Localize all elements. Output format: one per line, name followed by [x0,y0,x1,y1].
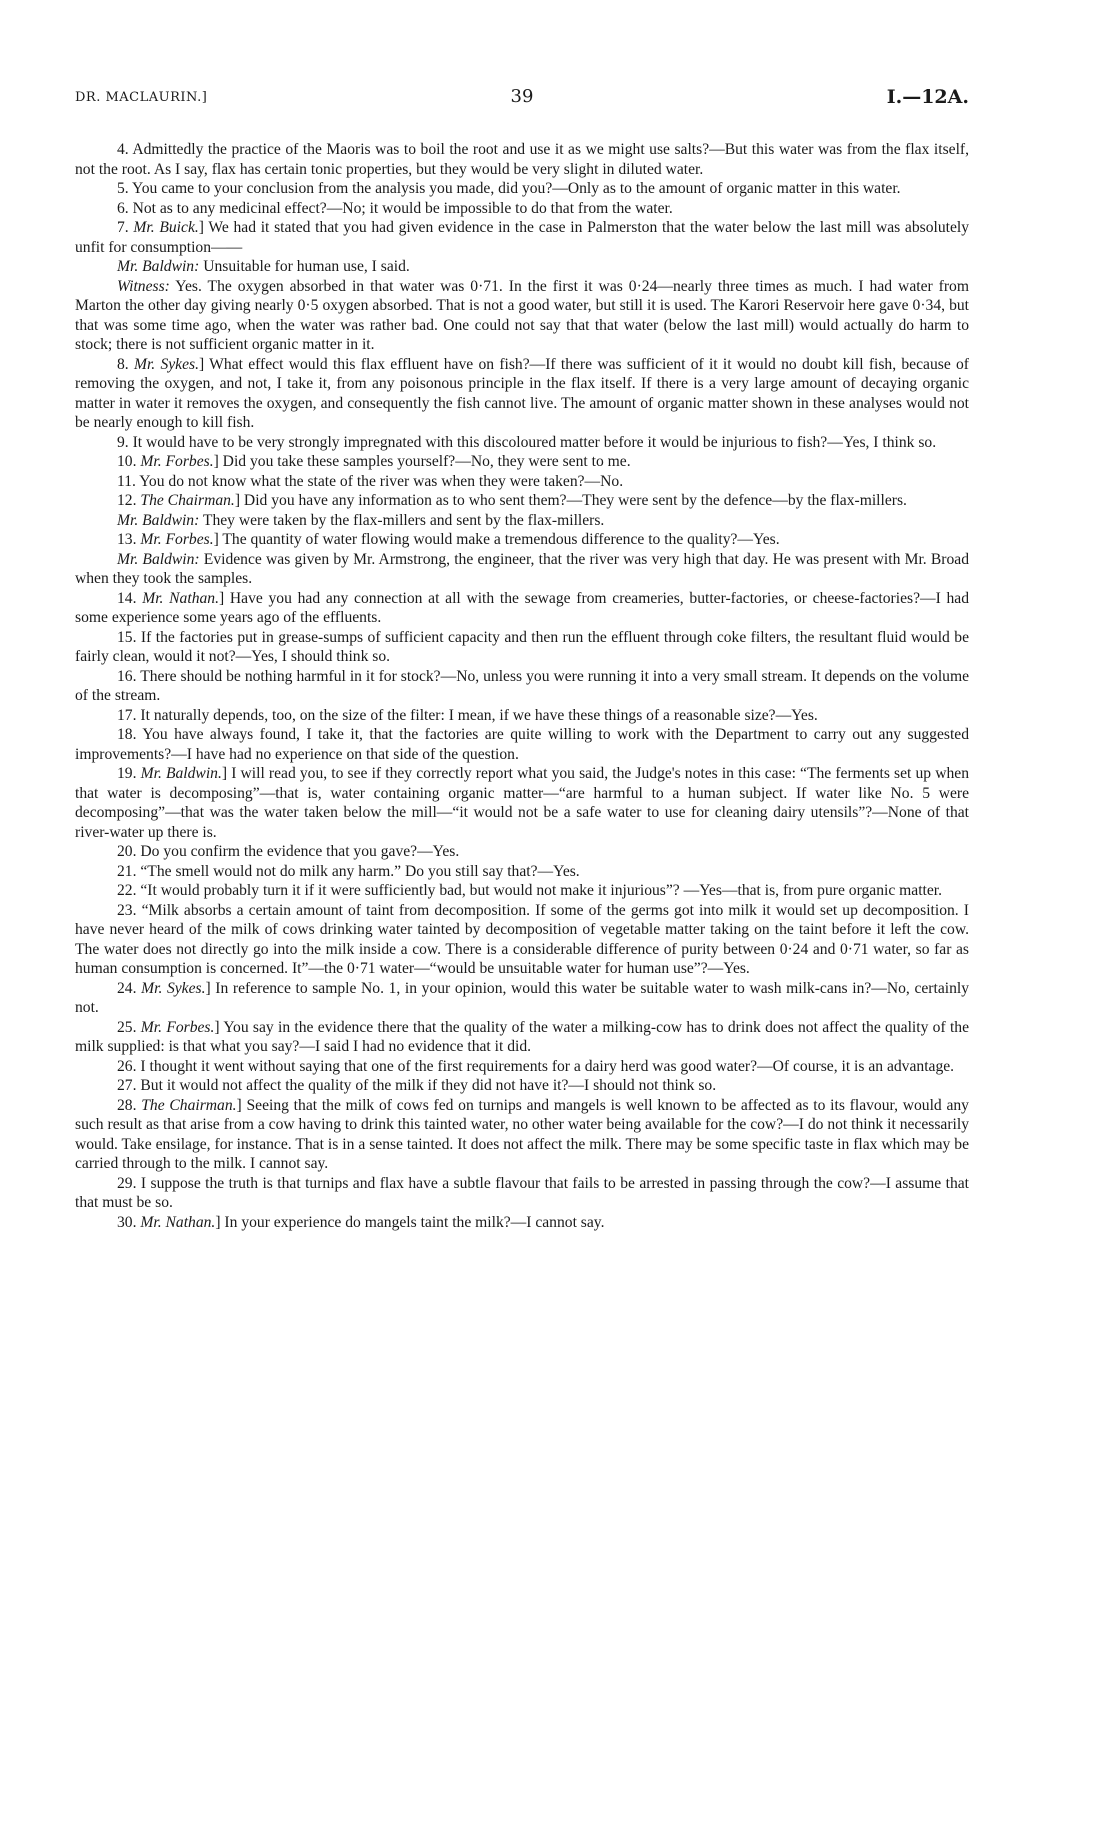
paragraph-text: 7. [117,219,134,236]
evidence-paragraph [75,491,969,511]
evidence-paragraph [75,199,969,219]
paragraph-text: 26. I thought it went without saying that one of the first requirements for a dairy herd was good water?—Of course, it is an advantage. [117,1057,955,1075]
paragraph-statement: ] Did you have any information as to who sent them?—They were sent by the defence—by the flax-millers. [234,492,907,509]
speaker-name: The Chairman. [141,1096,237,1114]
paragraph-text: 15. If the factories put in grease-sumps of sufficient capacity and then run the effluent through coke filters, the resultant fluid would be fairly clean, would it not?—Yes, I should think so. [75,628,969,665]
evidence-paragraph [75,179,969,199]
paragraph-text: 11. You do not know what the state of the river was when they were taken?—No. [117,472,624,490]
speaker-name: Mr. Forbes. [140,531,214,548]
document-reference: I.—12A. [886,86,969,108]
paragraph-text: 12. [117,492,141,509]
evidence-paragraph [75,1076,969,1096]
evidence-paragraph [75,277,969,355]
evidence-paragraph [75,725,969,764]
paragraph-text: 25. [117,1018,141,1036]
paragraph-statement: ] We had it stated that you had given evidence in the case in Palmerston that the water below the last mill was absolutely unfit for consumption—— [75,219,970,256]
speaker-name: Mr. Baldwin: [117,511,200,529]
evidence-paragraph [75,706,969,726]
paragraph-text: 24. [117,979,142,997]
evidence-paragraph [75,764,969,842]
header-witness-name: DR. MACLAURIN.] [75,90,208,105]
speaker-name: Witness: [117,277,170,295]
speaker-name: Mr. Baldwin: [117,258,200,275]
paragraph-text: 27. But it would not affect the quality of the milk if they did not have it?—I should not think so. [117,1077,717,1094]
paragraph-text: 19. [117,765,141,782]
evidence-paragraph [75,589,969,628]
evidence-paragraph [75,472,969,492]
evidence-text [75,140,969,1232]
speaker-name: Mr. Forbes. [140,1018,215,1036]
paragraph-text: 5. You came to your conclusion from the analysis you made, did you?—Only as to the amount of organic matter in this water. [117,180,901,197]
paragraph-text: 16. There should be nothing harmful in it for stock?—No, unless you were running it into a very small stream. It depends on the volume of the stream. [75,667,969,704]
paragraph-text: 17. It naturally depends, too, on the size of the filter: I mean, if we have these things of a reasonable size?—Yes. [117,706,818,724]
evidence-paragraph [75,842,969,862]
speaker-name: Mr. Baldwin. [140,765,222,782]
evidence-paragraph [75,628,969,667]
paragraph-statement: ] What effect would this flax effluent have on fish?—If there was sufficient of it it would no doubt kill fish, because of removing the oxygen, and not, I take it, from any poisonous principle in the flax itself. If there is a very large amount of decaying organic matter in water it removes the oxygen, and consequently the fish cannot live. The amount of organic matter shown in these analyses would not be nearly enough to kill fish. [75,355,969,431]
paragraph-text: 30. [117,1213,141,1231]
paragraph-text: 4. Admittedly the practice of the Maoris was to boil the root and use it as we might use salts?—But this water was from the flax itself, not the root. As I say, flax has certain tonic properties, but they would be very slight in diluted water. [75,141,969,178]
paragraph-statement: ] Seeing that the milk of cows fed on turnips and mangels is well known to be affected as to its flavour, would any such result as that arise from a cow having to drink this tainted water, no other water being available for the cow?—I do not think it necessarily would. Take ensilage, for instance. That is in a sense tainted. It does not affect the milk. There may be some specific taste in flax which may be carried through to the milk. I cannot say. [75,1096,969,1172]
paragraph-text: 8. [117,355,134,373]
evidence-paragraph [75,218,969,257]
evidence-paragraph [75,550,969,589]
evidence-paragraph [75,1174,969,1213]
paragraph-statement: ] I will read you, to see if they correctly report what you said, the Judge's notes in this case: “The ferments set up when that water is decomposing”—that is, water containing organic matter—“are harmful to a human subject. If water like No. 5 were decomposing”—that was the water taken below the mill—“it would not be a safe water to use for cleaning dairy utensils”?—None of that river-water up there is. [75,765,969,841]
paragraph-text: 9. It would have to be very strongly impregnated with this discoloured matter before it would be injurious to fish?—Yes, I think so. [117,433,937,451]
paragraph-text: 13. [117,531,141,548]
evidence-paragraph [75,140,969,179]
paragraph-statement: ] Did you take these samples yourself?—No, they were sent to me. [213,453,631,470]
evidence-paragraph [75,452,969,472]
paragraph-text: 6. Not as to any medicinal effect?—No; it would be impossible to do that from the water. [117,199,673,217]
paragraph-text: 21. “The smell would not do milk any harm.” Do you still say that?—Yes. [117,862,580,880]
paragraph-statement: Evidence was given by Mr. Armstrong, the engineer, that the river was very high that day. He was present with Mr. Broad when they took the samples. [75,550,969,587]
paragraph-text: 29. I suppose the truth is that turnips and flax have a subtle flavour that fails to be arrested in passing through the cow?—I assume that that must be so. [75,1174,969,1211]
evidence-paragraph [75,1213,969,1233]
evidence-paragraph [75,901,969,979]
evidence-paragraph [75,1018,969,1057]
page-header [75,86,969,110]
paragraph-text: 23. “Milk absorbs a certain amount of taint from decomposition. If some of the germs got into milk it would set up decomposition. I have never heard of the milk of cows drinking water tainted by decomposition of vegetable matter taking on the taint before it left the cow. The water does not directly go into the milk inside a cow. There is a considerable difference of purity between 0·24 and 0·71 water, so far as human consumption is concerned. It”—the 0·71 water—“would be unsuitable water for human use”?—Yes. [75,901,969,977]
evidence-paragraph [75,979,969,1018]
paragraph-statement: ] In reference to sample No. 1, in your opinion, would this water be suitable water to wash milk-cans in?—No, certainly not. [75,979,969,1016]
paragraph-text: 14. [117,589,143,607]
speaker-name: Mr. Baldwin: [117,550,200,568]
paragraph-text: 10. [117,453,141,470]
paragraph-statement: ] The quantity of water flowing would make a tremendous difference to the quality?—Yes. [213,531,780,548]
evidence-paragraph [75,1057,969,1077]
paragraph-statement: They were taken by the flax-millers and sent by the flax-millers. [199,511,605,529]
speaker-name: Mr. Nathan. [140,1213,216,1231]
paragraph-text: 20. Do you confirm the evidence that you gave?—Yes. [117,843,460,860]
evidence-paragraph [75,1096,969,1174]
paragraph-text: 28. [117,1096,142,1114]
speaker-name: The Chairman. [140,492,235,509]
evidence-paragraph [75,881,969,901]
paragraph-statement: ] You say in the evidence there that the quality of the water a milking-cow has to drink does not affect the quality of the milk supplied: is that what you say?—I said I had no evidence that it did. [75,1018,970,1055]
speaker-name: Mr. Buick. [133,219,199,236]
paragraph-text: 18. You have always found, I take it, that the factories are quite willing to work with the Department to carry out any suggested improvements?—I have had no experience on that side of the question. [75,726,969,763]
paragraph-statement: ] In your experience do mangels taint the milk?—I cannot say. [215,1213,605,1231]
evidence-paragraph [75,511,969,531]
evidence-paragraph [75,862,969,882]
speaker-name: Mr. Forbes. [140,453,214,470]
evidence-paragraph [75,257,969,277]
evidence-paragraph [75,433,969,453]
speaker-name: Mr. Sykes. [141,979,206,997]
evidence-paragraph [75,530,969,550]
paragraph-text: 22. “It would probably turn it if it were sufficiently bad, but would not make it injurious”? —Yes—that is, from pure organic matter. [117,882,943,899]
paragraph-statement: ] Have you had any connection at all with the sewage from creameries, butter-factories, or cheese-factories?—I had some experience some years ago of the effluents. [75,589,970,626]
evidence-paragraph [75,667,969,706]
paragraph-statement: Unsuitable for human use, I said. [199,258,410,275]
paragraph-statement: Yes. The oxygen absorbed in that water was 0·71. In the first it was 0·24—nearly three times as much. I had water from Marton the other day giving nearly 0·5 oxygen absorbed. That is not a good water, but still it is used. The Karori Reservoir here gave 0·34, but that was some time ago, when the water was rather bad. One could not say that that water (below the last mill) would actually do harm to stock; there is not sufficient organic matter in it. [75,277,969,353]
speaker-name: Mr. Sykes. [133,355,199,373]
speaker-name: Mr. Nathan. [142,589,219,607]
page-number: 39 [510,86,534,107]
evidence-paragraph [75,355,969,433]
